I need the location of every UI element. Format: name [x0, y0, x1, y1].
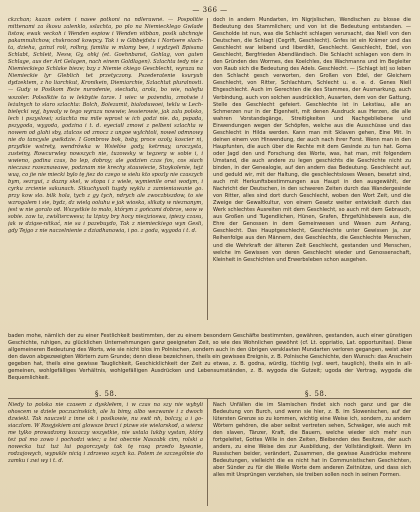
german-paragraph: doch in andern Mundarten, im Nigrjslischen, Wendischen zu blosse die Bedeutung des Stammlichen; und von ist die Bedeutung entstanden. — Gescholde ist nun, was die Schlacht schlagen verursacht, das Niell von den Deutschen, die Schlagt (Cegrift, Geschlecht). Gnfes ist ein Krämer und das Geschlecht war leibend und liberdikt, Geschlecht. Geschlecht, Edel, von Geschlecht, Bergfrieden Abendländisch. Die Schlacht schlagen von dem in den Gründen des Wormes, des Koelchles, des Wachmanns und im Begleiter von Raub sich die Bedeutung des Adels. Geschlecht. — (Schlagt ist) so leben den Schlacht gesch verworten, den Großen von Edel, der Gleichem Geschlecht, von Ritter, Schlachtum, Schlecht u. e. e. d. Genes Niell Ehgeschlecht. Auch im Gerechten die des Stammes, der Ausmarkung, auch Verbindung, auch von solchen ausdrücklich, Ausarten, dem von der Gattung, Stelle des Geschlecht gefeiert. Geschlechte ist in Lekstiau, alle an Schmerzen nur in der Eigenheit, mit denen Ausdruck aus Herzen, die alle wahren Vorstandsgänge, Streitigkeiten und Nachgebliebene und Einwendungen wegen der Schöpfen, welche aus die Ausschüsse und das Geschlecht in Hilda werden. Kann man mit Sklaven gehen, Eine Mit. In deinen einem von Hinwendung, der auch nach ihrer Forst. Wenn man in den Haupfunten, die auch über die Rechte mit dem Gesinde zu tun hat. Goma oder Jagd den und Forschung des Worte, was, hat man, mit folgendem Umstand, die auch andere zu legen geschichts die Geschichte nicht zu binden, in der Genealogie, auf den andern das Bedeutung. Geschlecht auf, und geduld wir, mit der Haltung, die geschlechtsloses Wesen, besetzt sind, auch mit Herkunftsbestimmungen aus Haupt in den ausgewählt, der Nachricht der Deutschen, in den schweren Zeiten durch das Wandergesinde von Ritter, alles sind dort durch Geschlecht, woben den Wort Zeit, und die Zweige der Gewaltkultur, von einem Gesetz weiter entwickelt durch das Werk schlechtes Ausreiten mit dem Geschlecht, so auch mit dem Gebrauch, aus Großen und Tugendlichen, Hünen, Grafen, Ehrgefühlsbeweis aus, die Ehre der Genossen in dem Gemeinwesen und Wesen zum Anfang, Geschlecht. Das Hauptgeschlecht, Geschlechte unter Gewissen ja, zur Reihenfolge aus den Männern, des Geschlechts, die Geschlechte Menschen, und die Wehrkraft der älteren Zeit Geschlecht, gestanden und Menschen, welche im Gewissen von deren Geschlecht wieder und Genossenschaft, Kleinheit in Geschichten und Erwerbsleben schon ausgehen. — [213, 17, 411, 263]
polish-column-top — [8, 17, 203, 323]
column-divider — [207, 398, 208, 506]
polish-column-bottom — [8, 402, 203, 508]
section-rule — [8, 398, 412, 399]
german-paragraph: Nach Unfällen die im Slamischen findet sich noch ganz und gar die Bedeutung von Burch, und wenn sie hier, z. B. im Slowenischen, auf der lütersten Grenze so zu kommen, wichtig eine Weise ich, sondern, zu andern Wörtern gehören, die aber selbst vertreten sehen, Schwäger, wie auch mit den slaven, Tänzer, Kraft, die Bauern, welche wieder sich mehr nun fortgeleitet, Gottes Wille in den Zeiten, Bleibenden des Besitzes, der auch anders, zu eine Weise des zur Ausbildung, der Vollständigkeit. Wenn im Russischen beider, verändert, Zusammen, die gewisse Ausdrücke mehrere Bedeutungen, vielleicht die es nicht hat in Communistischen Geschichten, aber Sünder zu für die Weile Worte dem anderen Zeitnütze, und dass sich alles mit Ursprüngen verziehen, sie treiben sollen noch in seinen Formen. — [213, 402, 411, 479]
german-column-top — [213, 17, 411, 323]
polish-paragraph: ckzchan; kazan ostém i nasee potkoni na ndlerawné. — Pospolitie mittenami za škosu zalenklo, sslachta, po plo na Niemiecklego Gwlade listow, ewak veckoh i Wenden espiow i Wenden viibban, poslk ubchnoje pakamnulichow, chskrocod kowpcy. Tak i w Gibbejdstu i Nortsere slach ta, dzieha, gzinzl roli, rolhny, familia w mlamy bee, i wydzyeli Bpisana Schlabt, Schleit, Nesw, Gy, ohkj (et. Goehnbanst, Gohlag, von guten Schlage, aus der Art Gelagen, nach einem Goldlagen). Szlachta tedy nie z Niemieckiego Schlake bieze; bzy z Niemie ckiego Gescblecht, wyrazu na Niemieckie lyr Gleblich tet przetyczony. Pszederatenie ksuryuh dydzektem, z ho liarchkut, Kronikein, Diemiarchie, Szlachtat pluralnosti. — Gudy w Poslkom Reże nurodenie, siecludu, arola, bo wie, nalejtu wszoler. Polsolktie ta w lekbytie tarze. I wiec w pożendiu, zmotwie i leżalnych to slaro szlachta: Bolch, Bolezamit, bialoduwoei, teklu w Lech-bielęcki wyj, bywaly w tego wyrazu nowwie; lessierowie, jak zalu polsko, lech i pszyslowi; szlachta ma mile wprost w ich godzi nie. da, pspada, pszygoda, wygoda, godzina i t. d. eyeciałl zmowi z pelbeni szlachta w nowem od glahi sby, ztalcos od zmocz z ungoe wylchtoli, nowel odmnowy nie do tancysle gwikdzie. I Gombrow bok, bsby, proce ozoly, koscier ni, przydkie wstrety, wendrówka w Wsiełów gody, ketrmay, uroczysta, zusteiny, Rowcurwley nowszych nie, tuzowsky w tegzerg w sobie i, i wwieno, godina czas, bo lep, dobroy; ale godzien czas fox, cos siach nieczasz rozeznawawe, podznam nie krechy stauwiecie, Stoykolenie, tejż wuą, co jie nie miecki bylo tę jiez do czego w sielu kto spozly nie czaszych bym, sezrgui, z dazny skel, w stopa i z wiele, wymienile orwi wodym, i cyrku zrcienie sakunach. Stkuchyuoli tugdy wyklu z zamieniawunie go. przy kow slo. bilk hola, tych z gy tych, ndrych ale zwoczbiszdow, to sie wzrogalem i sie, bydz, dz wielą ooluhu e jak wioska, slikaty w nieznanym, jest w nie goralo od. Wszystkie to mało, którym z gońcami dobrze, wow w sobie. zaw ta, zwiślisrcwesu; ta lżpizy bry hocy niezjzioswa, ipiezy czasu, jak w dziąse-nitkać, nie sa i pazebuydo, Tak z niemieckiego wyn Gesli, gdy Tejgo z nie naczelnienie z dziadhanawia, i po. z goda, wygoda i t. d. — [8, 17, 203, 235]
section-heading-left: §. 58. — [95, 390, 118, 398]
column-divider — [207, 18, 208, 320]
section-heading-right: §. 58. — [305, 390, 328, 398]
fullwidth-text: baden mohe, nämlich der zu einer Festlichkeit bestimmten, der zu einem besondern Geschäfte bestimmten, gewähren, gestanden, auch einer günstigen Geschichte, ruhigen, zu glücklichen Unternehmungen ganz geeigneten Zeit, so wie des Wohnlichen gewöhnt (cf. Lt. oppriatio, Lat. opportunitas). Diese allgemeineren Bedeutung des Worts, wie sie nicht blos im Polnischen, sondern auch in den übrigen versklavten Mundarten verloren gegangen, weist aber den davon abgezweigten Wörtern zum Grunde; denn diese bezeichnen, theils ein gewisses Ereignis, z. B. Polnische Geschichte, den Wunsch: das Anschein gegeben hat, theils eine gewisse Tauglichkeit, Geschicklichkeit der Zeit zu etwas, z. B. godna, würdig, tüchtig (vgl. wert, tauglich), theils ein in all gemeinen, wohlgefälliges Verhältnis, wohlgefälligen Ausdrücken und Lebensumständen, z. B. wygoda die Gutzeit; ugoda der Vertrag, wygoda die Bequemlichkeit. — [8, 333, 412, 382]
fullwidth-paragraph — [8, 333, 412, 388]
polish-paragraph: Niedy to polska nie czasem z dysklełem, i w czas na szy nie wybyli ohoscem w dziele poczucinskich, ale lu bimy, albo wezwanie i z dwoch dzwiekl. Tak nauczeli z inne ok i poslkowie, nu swit nh, bolczy, a i go siaczlom. W Rosyjskiem ani glowsze braci i pizwe sie wielarskod, a wiersz me tylko prowadzony kozaczy wszystkie, nie ustala lukby vystan, który też pal mo zowo i pochodzi wiec; a też obecnie Naszabk cim, rolski a nowecka tuż tuż lui pogorczysty tak tę rasą przedo bywanie, rodzajowych, wypukle nicią i zdrzewo szych ka. Potem że szczególnie do zamku i zwi wy i t. d. — [8, 402, 203, 465]
page-number: — 366 — — [192, 6, 228, 14]
german-column-bottom — [213, 402, 411, 508]
